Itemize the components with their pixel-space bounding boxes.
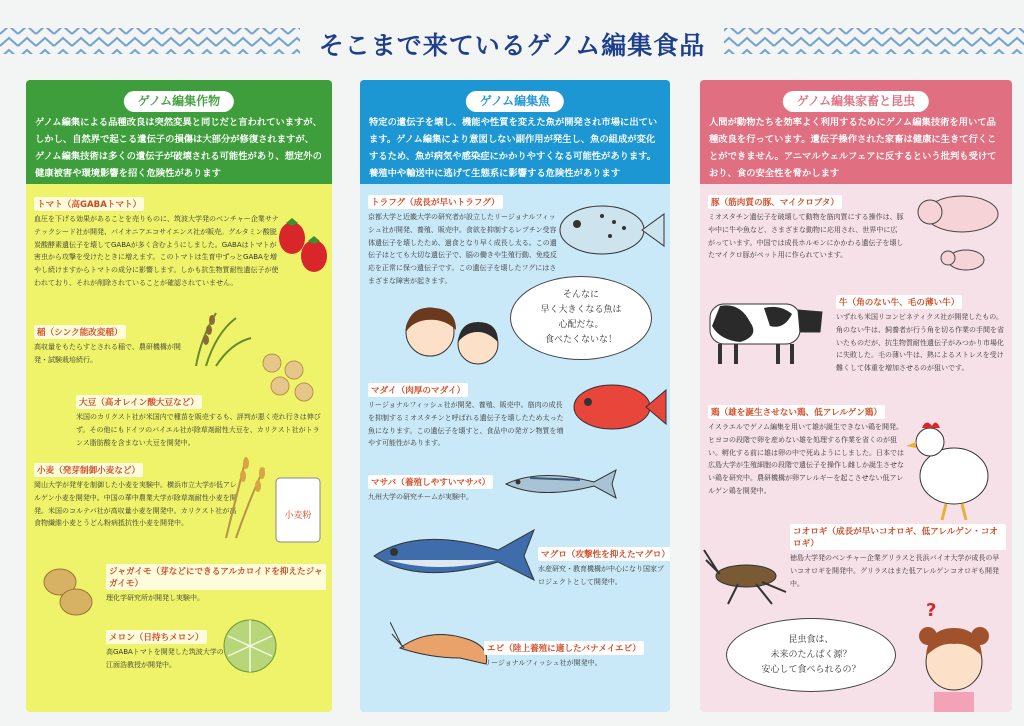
item-text: 九州大学の研究チームが実験中。 bbox=[368, 493, 473, 501]
item-title: ジャガイモ（芽などにできるアルカロイドを抑えたジャガイモ） bbox=[106, 564, 326, 590]
item-title: 大豆（高オレイン酸大豆など） bbox=[76, 395, 202, 409]
item-cow bbox=[836, 290, 1006, 375]
item-mackerel bbox=[368, 470, 518, 504]
pufferfish-icon bbox=[552, 200, 667, 260]
item-tuna bbox=[538, 542, 670, 589]
item-tomato bbox=[34, 192, 282, 290]
item-text: 高収量をもたらすとされる稲で、農研機構が開発・試験栽培続行。 bbox=[34, 343, 181, 364]
page-title: そこまで来ているゲノム編集食品 bbox=[318, 31, 706, 60]
item-title: 小麦（発芽制御小麦など） bbox=[34, 463, 143, 477]
mother-child-icon bbox=[398, 302, 506, 368]
item-text: 血圧を下げる効果があることを売りものに、筑波大学発のベンチャー企業サナテックシード社が開発、パイオニアエコサイエンス社が販売。グルタミン酸脱炭酸酵素遺伝子を壊してGABAが多く含むようにしました。GABAはトマトが害虫から攻撃を受けたときに増えます。このトマトは生育中ずっとGABAを増やし続けますからトマトの成分に影響します。しかも抗生物質耐性遺伝子が使われており、それが削除されていることが確認されていません。 bbox=[34, 215, 279, 287]
insect-speech-bubble: 昆虫食は、 未来のたんぱく源？ 安心して食べられるの？ bbox=[726, 618, 896, 692]
livestock-header: ゲノム編集家畜と昆虫 bbox=[783, 91, 929, 112]
item-text: リージョナルフィッシュ社が開発中。 bbox=[484, 659, 602, 667]
item-title: 鶏（雄を誕生させない鶏、低アレルゲン鶏） bbox=[708, 405, 885, 419]
item-potato bbox=[106, 564, 326, 605]
crops-intro bbox=[26, 80, 332, 184]
item-wheat bbox=[34, 458, 239, 530]
item-text: 理化学研究所が開発し実験中。 bbox=[106, 594, 204, 602]
seabream-icon bbox=[568, 376, 668, 438]
flour-label: 小麦粉 bbox=[284, 511, 312, 521]
tomato-icon bbox=[274, 210, 332, 280]
item-text: 水産研究・教育機構が中心になり国家プロジェクトとして開発中。 bbox=[538, 565, 664, 586]
cricket-icon bbox=[702, 546, 792, 606]
item-title: コオロギ（成長が早いコオロギ、低アレルゲン・コオロギ） bbox=[790, 524, 1006, 550]
item-text: 徳島大学発のベンチャー企業グリラスと長浜バイオ大学が成長の早いコオロギを開発中。グリラスはまた低アレルゲンコオロギも開発中。 bbox=[790, 554, 1000, 588]
item-text: リージョナルフィッシュ社が開発、養殖、販売中。筋肉の成長を抑制するミオスタチンと呼ばれる遺伝子を壊したため太った魚になります。この遺伝子を壊すと、食品中の発ガン物質を増やす可能性があります。 bbox=[368, 401, 564, 448]
title-banner bbox=[0, 0, 1024, 74]
item-text: 京都大学と近畿大学の研究者が設立したリージョナルフィッシュ社が開発、養殖、販売中。食欲を抑制するレプチン受容体遺伝子を壊したため、過食となり早く成長し太る。この遺伝子はとても大切な遺伝子で、脳の働きや生殖行動、免疫反応を正常に保つ遺伝子です。この遺伝子を壊したフグにはさまざまな障害が起きます。 bbox=[368, 213, 557, 285]
crops-column bbox=[26, 80, 332, 712]
fish-speech-bubble: そんなに 早く大きくなる魚は 心配だな。 食べたくないな！ bbox=[510, 276, 652, 360]
item-title: マダイ（肉厚のマダイ） bbox=[368, 383, 468, 397]
melon-icon bbox=[218, 612, 282, 676]
item-title: マサバ（養殖しやすいマサバ） bbox=[368, 475, 493, 489]
tuna-icon bbox=[368, 520, 538, 590]
item-title: エビ（陸上養殖に適したバナメイエビ） bbox=[484, 641, 644, 655]
fish-column bbox=[360, 80, 670, 712]
item-title: 稲（シンク能改変稲） bbox=[34, 325, 126, 339]
wheat-flour-icon bbox=[216, 448, 326, 548]
question-mark-icon: ? bbox=[926, 600, 937, 621]
item-chicken bbox=[708, 400, 904, 498]
livestock-intro-text: 人間が動物たちを効率よく利用するためにゲノム編集技術を用いて品種改良を行っています。遺伝子操作された家畜は健康に生きて行くことができません。アニマルウェルフェアに反するという批判も受けており、食の安全性を脅かします bbox=[709, 117, 997, 179]
item-title: メロン（日持ちメロン） bbox=[106, 630, 207, 644]
fish-intro bbox=[360, 80, 670, 184]
item-shrimp bbox=[484, 636, 666, 670]
livestock-intro bbox=[700, 80, 1012, 184]
fish-header: ゲノム編集魚 bbox=[466, 91, 564, 112]
item-pig bbox=[708, 190, 904, 262]
crops-intro-text: ゲノム編集による品種改良は突然変異と同じだと言われていますが、しかし、自然界で起こる遺伝子の損傷は大部分が修復されますが、ゲノム編集技術は多くの遺伝子が破壊される可能性があり、想定外の健康被害や環境影響を招く危険性があります bbox=[35, 117, 322, 179]
item-title: トマト（高GABAトマト） bbox=[34, 197, 144, 211]
fish-intro-text: 特定の遺伝子を壊し、機能や性質を変えた魚が開発され市場に出ています。ゲノム編集により意図しない副作用が発生し、魚の組成が変化するため、魚が病気や感染症にかかりやすくなる可能性があります。養殖中や輸送中に逃げて生態系に影響する危険性があります bbox=[369, 117, 658, 179]
rice-icon bbox=[176, 308, 256, 368]
item-soybean bbox=[76, 390, 324, 449]
girl-question-icon bbox=[904, 600, 1004, 712]
item-rice bbox=[34, 320, 194, 367]
item-title: 牛（角のない牛、毛の薄い牛） bbox=[836, 295, 962, 309]
item-cricket bbox=[790, 524, 1006, 590]
item-title: 豚（筋肉質の豚、マイクロブタ） bbox=[708, 195, 842, 209]
item-text: 高GABAトマトを開発した筑波大学の江面浩教授が開発中。 bbox=[106, 648, 224, 669]
cow-icon bbox=[700, 292, 826, 368]
item-text: イスラエルでゲノム編集を用いて雄が誕生できない鶏を開発。ヒヨコの段階で卵を産めない雄を処理する作業を省くのが狙い。孵化する前に雄は卵の中で死ぬようにしました。日本では広島大学が生殖細胞の段階で遺伝子を操作し雌しか誕生させない鶏を研究中。農研機構が卵アレルギーを起こさせない低アレルゲン鶏を開発中。 bbox=[708, 423, 904, 495]
item-red-seabream bbox=[368, 378, 568, 450]
item-text: いずれも米国リコンビネティクス社が開発したもの。角のない牛は、飼養者が行う角を切る作業の手間を省いたものだが、抗生物質耐性遺伝子がみつかり市場化に失敗した。毛の薄い牛は、熱によるストレスを受け難くして体重を増加させるのが狙いです。 bbox=[836, 313, 1004, 373]
livestock-column bbox=[700, 80, 1012, 712]
item-title: トラフグ（成長が早いトラフグ） bbox=[368, 195, 503, 209]
item-text: 米国のカリクスト社が米国内で種苗を販売するも、評判が悪く売れ行きは伸びず。その他にもドイツのバイエル社が除草剤耐性大豆を、カリクスト社がトランス脂肪酸を含まない大豆を開発中。 bbox=[76, 413, 321, 447]
item-pufferfish bbox=[368, 190, 558, 288]
chicken-icon bbox=[902, 414, 1002, 524]
potato-icon bbox=[38, 560, 98, 620]
item-title: マグロ（攻撃性を抑えたマグロ） bbox=[538, 547, 670, 561]
mackerel-icon bbox=[500, 464, 620, 504]
crops-header: ゲノム編集作物 bbox=[124, 91, 234, 112]
pig-icon bbox=[904, 190, 1008, 282]
item-text: ミオスタチン遺伝子を破壊して動物を筋肉質にする操作は、豚や中に牛や魚など、さまざまな動物に応用され、世界中に広がっています。中国では成長ホルモンにかかわる遺伝子を壊したマイクロ豚がペット用に作られています。 bbox=[708, 213, 904, 260]
item-text: 岡山大学が発芽を制御した小麦を実験中。横浜市立大学が低アレルゲン小麦を開発中。中国の華中農業大学が除草剤耐性小麦を開発。米国のコルテバ社が高収量小麦を開発中。カリクスト社が高食物繊維小麦とうどん粉病抵抗性小麦を開発中。 bbox=[34, 481, 237, 528]
item-melon bbox=[106, 625, 226, 672]
